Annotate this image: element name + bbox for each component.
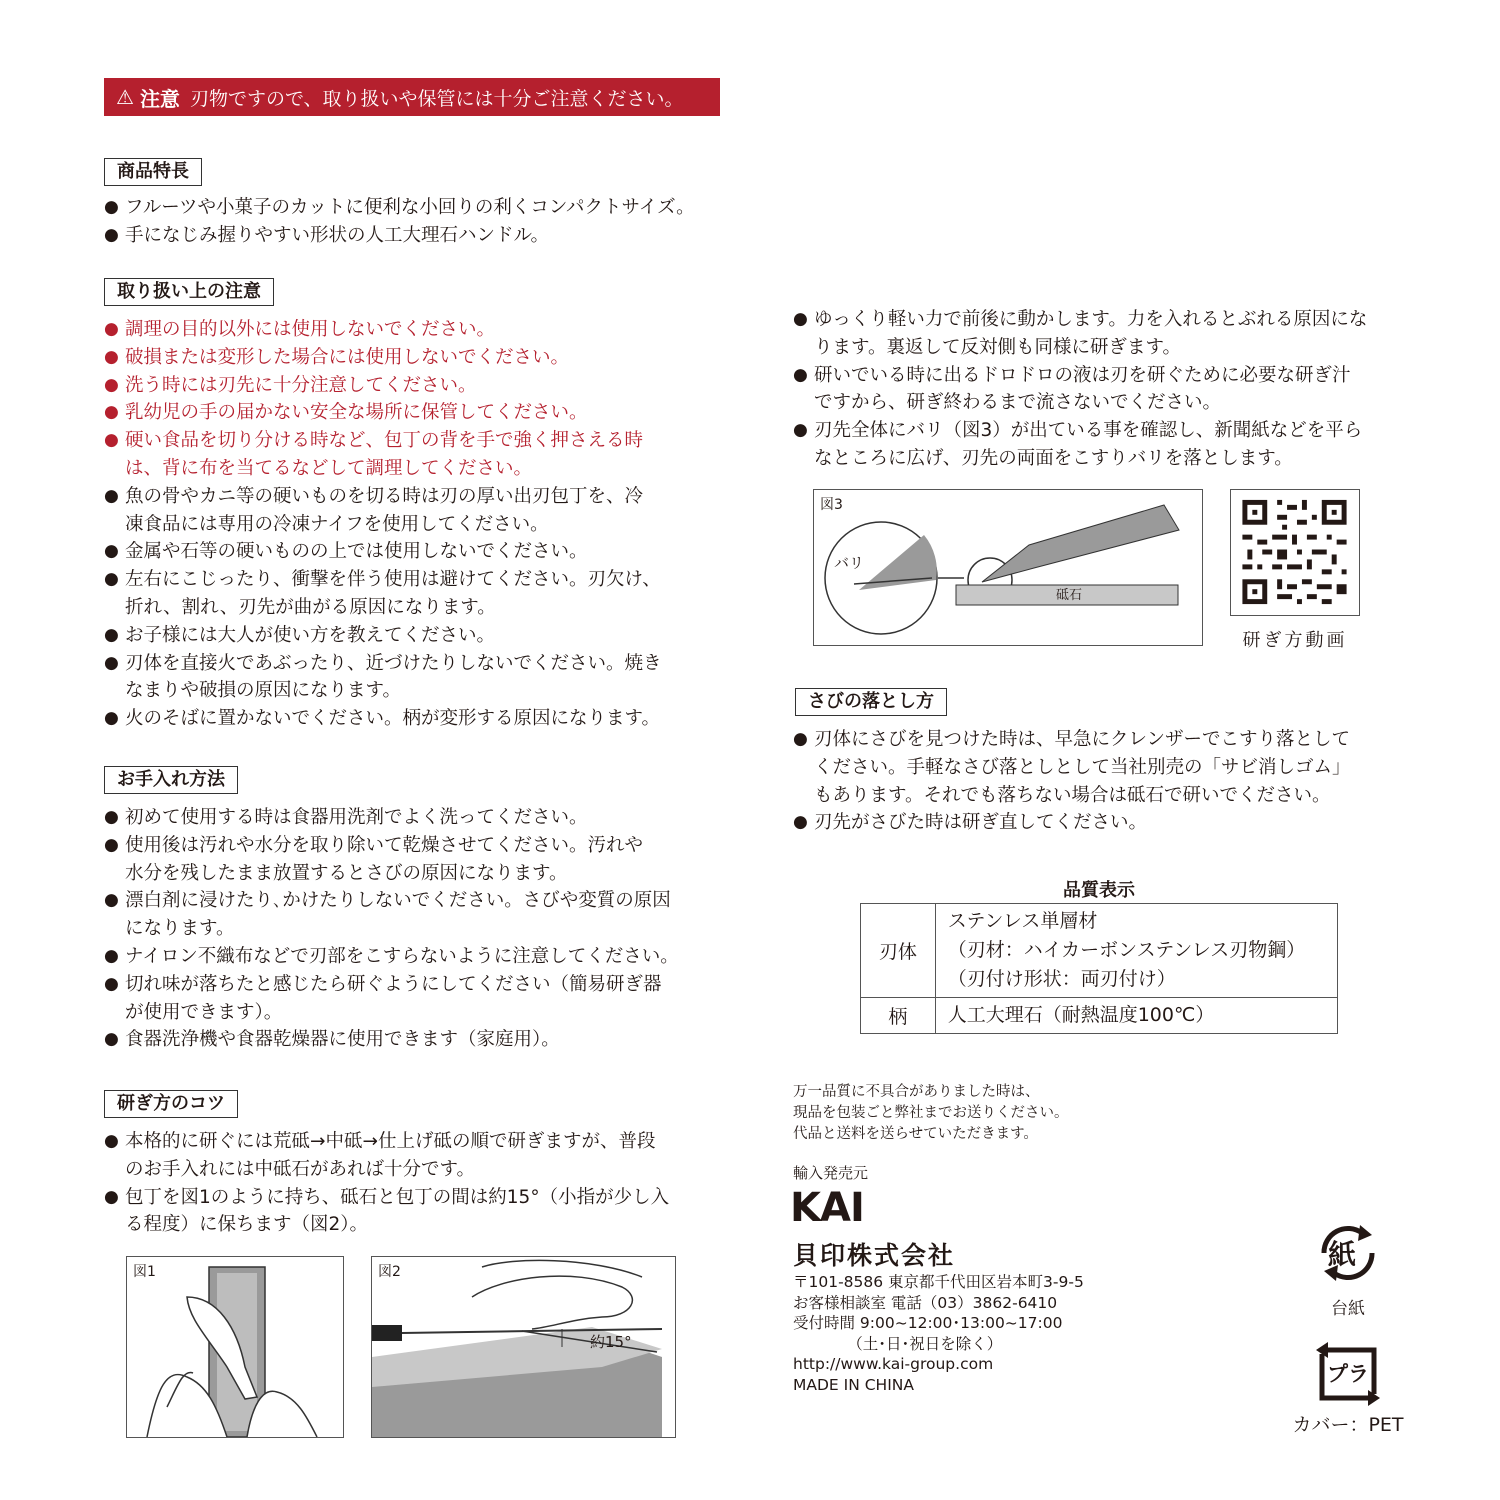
figure-1-illustration xyxy=(127,1257,344,1438)
warning-triangle-icon: ⚠ xyxy=(116,85,134,109)
plastic-recycle-icon xyxy=(1312,1340,1384,1408)
features-list xyxy=(104,194,744,250)
list-item-warning: ● 乳幼児の手の届かない安全な場所に保管してください。 xyxy=(104,399,744,427)
list-item: ● 研いでいる時に出るドロドロの液は刃を研ぐために必要な研ぎ汁 ですから、研ぎ終わるまで流さないでください。 xyxy=(793,362,1423,418)
rust-list xyxy=(793,726,1423,837)
handling-heading: 取り扱い上の注意 xyxy=(104,278,274,306)
table-cell-label: 刃体 xyxy=(861,904,936,998)
figure-1-label: 図1 xyxy=(133,1264,156,1280)
warning-label: 注意 xyxy=(139,86,180,111)
list-item: ● 刃体を直接火であぶったり、近づけたりしないでください。焼き なまりや破損の原因になります。 xyxy=(104,650,744,706)
list-item: ● 刃先全体にバリ（図3）が出ている事を確認し、新聞紙などを平ら なところに広げ、刃先の両面をこすりバリを落とします。 xyxy=(793,417,1423,473)
paper-recycle-mark: 紙 xyxy=(1328,1238,1357,1271)
list-item: ● 手になじみ握りやすい形状の人工大理石ハンドル。 xyxy=(104,222,744,250)
list-item: ● 魚の骨やカニ等の硬いものを切る時は刃の厚い出刃包丁を、冷 凍食品には専用の冷凍ナイフを使用してください。 xyxy=(104,483,744,539)
paper-recycle-icon xyxy=(1310,1215,1386,1291)
list-item: ● 左右にこじったり、衝撃を伴う使用は避けてください。刃欠け、 折れ、割れ、刃先が曲がる原因になります。 xyxy=(104,566,744,622)
paper-recycle-label: 台紙 xyxy=(1331,1299,1365,1319)
figure-3-illustration xyxy=(814,490,1203,646)
list-item: ● 包丁を図1のように持ち、砥石と包丁の間は約15°（小指が少し入 る程度）に保ちます（図2）。 xyxy=(104,1184,744,1240)
figure-3-label: 図3 xyxy=(820,497,843,513)
table-cell-value: ステンレス単層材 （刃材：ハイカーボンステンレス刃物鋼） （刃付け形状：両刃付け） xyxy=(935,904,1337,998)
qr-code-icon xyxy=(1231,490,1358,614)
list-item: ● フルーツや小菓子のカットに便利な小回りの利くコンパクトサイズ。 xyxy=(104,194,744,222)
figure-3-stone-label: 砥石 xyxy=(1056,588,1083,603)
company-name: 貝印株式会社 xyxy=(793,1241,956,1270)
list-item: ● 切れ味が落ちたと感じたら研ぐようにしてください（簡易研ぎ器 が使用できます）。 xyxy=(104,971,744,1027)
list-item-warning: ● 硬い食品を切り分ける時など、包丁の背を手で強く押さえる時 は、背に布を当てるなどして調理してください。 xyxy=(104,427,744,483)
rust-heading: さびの落とし方 xyxy=(795,688,947,716)
list-item: ● 漂白剤に浸けたり､かけたりしないでください。さびや変質の原因 になります。 xyxy=(104,887,744,943)
kai-logo-text: KAI xyxy=(790,1185,864,1231)
care-heading: お手入れ方法 xyxy=(104,766,238,794)
list-item-warning: ● 破損または変形した場合には使用しないでください。 xyxy=(104,344,744,372)
plastic-recycle-mark: プラ xyxy=(1327,1362,1369,1386)
list-item: ● 使用後は汚れや水分を取り除いて乾燥させてください。汚れや 水分を残したまま放置するとさびの原因になります。 xyxy=(104,832,744,888)
quality-title: 品質表示 xyxy=(1063,880,1135,901)
handling-list xyxy=(104,316,744,733)
kai-logo xyxy=(790,1185,884,1231)
list-item: ● 刃体にさびを見つけた時は、早急にクレンザーでこすり落として ください。手軽なさび落としとして当社別売の「サビ消しゴム」 もあります。それでも落ちない場合は砥石で研いでください。 xyxy=(793,726,1423,809)
list-item: ● ゆっくり軽い力で前後に動かします。力を入れるとぶれる原因にな ります。裏返して反対側も同様に研ぎます。 xyxy=(793,306,1423,362)
sharpen-list xyxy=(104,1128,744,1239)
list-item-warning: ● 調理の目的以外には使用しないでください。 xyxy=(104,316,744,344)
contact-info: 〒101-8586 東京都千代田区岩本町3-9-5 お客様相談室 電話（03）3862-6410 受付時間 9:00~12:00･13:00~17:00 （土･日･祝日を除く） http://www.kai-group.com MADE IN CHINA xyxy=(793,1273,1084,1394)
qr-caption: 研ぎ方動画 xyxy=(1242,630,1348,651)
figure-3 xyxy=(813,489,1203,646)
table-row xyxy=(861,998,1338,1034)
table-cell-label: 柄 xyxy=(861,998,936,1034)
sharpen-heading: 研ぎ方のコツ xyxy=(104,1090,238,1118)
table-row xyxy=(861,904,1338,998)
figure-2-angle: 約15° xyxy=(590,1333,632,1351)
sharpen-cont-list xyxy=(793,306,1423,473)
list-item: ● 刃先がさびた時は研ぎ直してください。 xyxy=(793,809,1423,837)
list-item: ● お子様には大人が使い方を教えてください。 xyxy=(104,622,744,650)
defect-notice: 万一品質に不具合がありました時は、 現品を包装ごと弊社までお送りください。 代品と送料を送らせていただきます。 xyxy=(793,1084,1069,1142)
features-heading: 商品特長 xyxy=(104,158,202,186)
care-list xyxy=(104,804,744,1054)
plastic-recycle-label: カバー：PET xyxy=(1292,1414,1404,1436)
quality-table xyxy=(860,903,1338,1034)
qr-code[interactable] xyxy=(1230,489,1360,616)
list-item: ● 食器洗浄機や食器乾燥器に使用できます（家庭用）。 xyxy=(104,1026,744,1054)
warning-text: 刃物ですので、取り扱いや保管には十分ご注意ください。 xyxy=(189,87,684,110)
warning-banner xyxy=(104,78,720,116)
list-item: ● 本格的に研ぐには荒砥→中砥→仕上げ砥の順で研ぎますが、普段 のお手入れには中砥石があれば十分です。 xyxy=(104,1128,744,1184)
table-cell-value: 人工大理石（耐熱温度100℃） xyxy=(935,998,1337,1034)
list-item: ● 金属や石等の硬いものの上では使用しないでください。 xyxy=(104,538,744,566)
figure-1 xyxy=(126,1256,344,1438)
list-item: ● 火のそばに置かないでください。柄が変形する原因になります。 xyxy=(104,705,744,733)
figure-3-burr-label: バリ xyxy=(834,554,865,572)
list-item: ● 初めて使用する時は食器用洗剤でよく洗ってください。 xyxy=(104,804,744,832)
figure-2 xyxy=(371,1256,676,1438)
list-item-warning: ● 洗う時には刃先に十分注意してください。 xyxy=(104,372,744,400)
list-item: ● ナイロン不織布などで刃部をこすらないように注意してください。 xyxy=(104,943,744,971)
figure-2-label: 図2 xyxy=(378,1264,401,1280)
importer-label: 輸入発売元 xyxy=(793,1164,869,1182)
